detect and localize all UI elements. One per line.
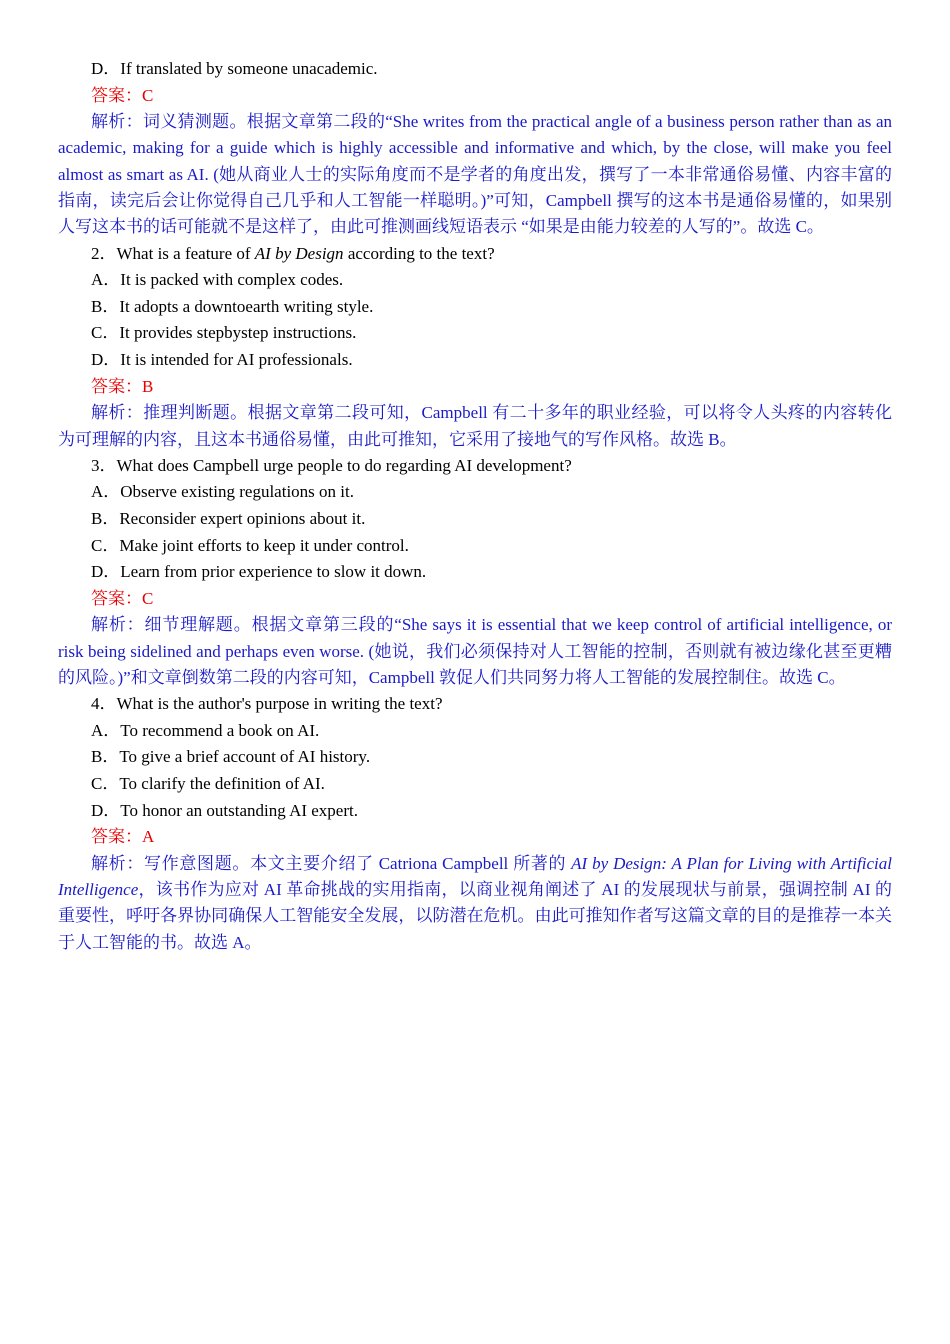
q4-analysis-book-title: AI by Design: A Plan for Living with Artificial Intelligence	[58, 853, 892, 900]
q4-answer: 答案：A	[91, 827, 155, 847]
q4-analysis-pre: 写作意图题。本文主要介绍了 Catriona Campbell 所著的	[144, 853, 572, 873]
q2-stem-post: according to the text?	[343, 243, 495, 263]
q4-stem: 4．What is the author's purpose in writing the text?	[91, 694, 443, 714]
q1-option-d: D．If translated by someone unacademic.	[91, 59, 378, 78]
q4-option-a: A．To recommend a book on AI.	[91, 720, 320, 740]
q3-option-c: C．Make joint efforts to keep it under control.	[91, 535, 409, 555]
q4-option-b: B．To give a brief account of AI history.	[91, 747, 371, 767]
q1-analysis	[58, 109, 892, 240]
q4-analysis	[58, 851, 892, 956]
q2-option-a: A．It is packed with complex codes.	[91, 270, 344, 290]
q2-analysis-text: 推理判断题。根据文章第二段可知，Campbell 有二十多年的职业经验，可以将令人头疼的内容转化为可理解的内容，且这本书通俗易懂，由此可推知，它采用了接地气的写作风格。故选 B。	[58, 403, 893, 449]
q4-option-c: C．To clarify the definition of AI.	[91, 774, 325, 794]
q3-stem: 3．What does Campbell urge people to do regarding AI development?	[91, 455, 572, 475]
q4-analysis-label: 解析：	[91, 853, 145, 873]
q3-analysis	[58, 612, 892, 691]
q2-stem-pre: 2．What is a feature of	[91, 243, 255, 263]
q2-stem-book-title: AI by Design	[254, 243, 344, 263]
document-page	[58, 56, 892, 956]
q2-option-d: D．It is intended for AI professionals.	[91, 350, 353, 370]
q2-option-b: B．It adopts a downtoearth writing style.	[91, 296, 374, 316]
q2-option-c: C．It provides stepbystep instructions.	[91, 323, 357, 343]
q1-analysis-label: 解析：	[91, 112, 143, 132]
q3-analysis-text: 细节理解题。根据文章第三段的“She says it is essential that we keep control of artificial intelligence, or risk being sidelined and perhaps even worse. (她说，我们必须保持对人工智能的控制，否则就有被边缘化甚至更糟的风险。)”和文章倒数第二段的内容可知，Campbell 敦促人们共同努力将人工智能的发展控制住。故选 C。	[58, 615, 893, 687]
q2-answer: 答案：B	[91, 376, 154, 396]
q2-stem	[58, 241, 892, 268]
q3-analysis-label: 解析：	[91, 615, 145, 635]
q1-answer: 答案：C	[91, 85, 154, 105]
q3-option-d: D．Learn from prior experience to slow it down.	[91, 562, 427, 582]
q3-answer: 答案：C	[91, 588, 154, 608]
q4-option-d: D．To honor an outstanding AI expert.	[91, 800, 358, 820]
q3-option-b: B．Reconsider expert opinions about it.	[91, 509, 366, 529]
q2-analysis	[58, 400, 892, 453]
q1-analysis-text: 词义猜测题。根据文章第二段的“She writes from the practical angle of a business person rather than as an academic, making for a guide which is highly accessible and informative and which, by the close, will make you feel almost as smart as AI. (她从商业人士的实际角度而不是学者的角度出发，撰写了一本非常通俗易懂、内容丰富的指南，读完后会让你觉得自己几乎和人工智能一样聪明。)”可知，Campbell 撰写的这本书是通俗易懂的，如果别人写这本书的话可能就不是这样了，由此可推测画线短语表示 “如果是由能力较差的人写的”。故选 C。	[58, 112, 892, 237]
q3-option-a: A．Observe existing regulations on it.	[91, 482, 354, 502]
q2-analysis-label: 解析：	[91, 403, 144, 423]
q4-analysis-post: ，该书作为应对 AI 革命挑战的实用指南，以商业视角阐述了 AI 的发展现状与前景，强调控制 AI 的重要性，呼吁各界协同确保人工智能安全发展，以防潜在危机。由此可推知作者写这篇文章的目的是推荐一本关于人工智能的书。故选 A。	[58, 880, 892, 952]
